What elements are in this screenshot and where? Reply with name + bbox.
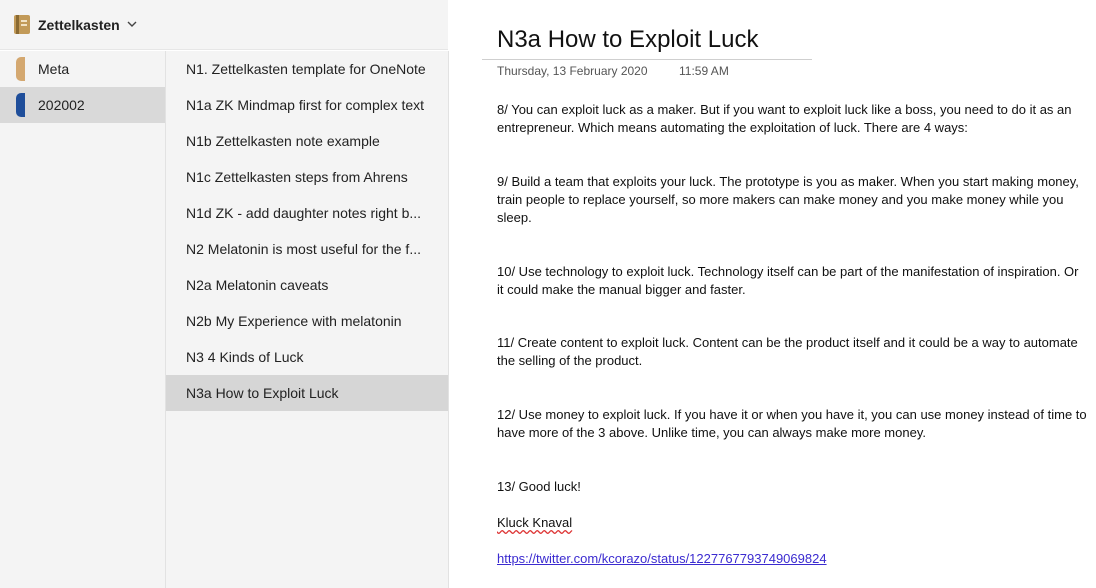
section-list xyxy=(0,51,166,588)
title-divider xyxy=(482,59,812,60)
notebook-icon xyxy=(14,15,30,34)
page-item[interactable] xyxy=(166,339,448,375)
page-item-active[interactable] xyxy=(166,375,448,411)
page-label: N1b Zettelkasten note example xyxy=(186,133,380,149)
tweet-link[interactable]: https://twitter.com/kcorazo/status/1227767793749069824 xyxy=(497,551,827,566)
note-link-line xyxy=(497,550,1087,568)
note-time: 11:59 AM xyxy=(679,64,729,78)
page-label: N1a ZK Mindmap first for complex text xyxy=(186,97,425,113)
note-date: Thursday, 13 February 2020 xyxy=(497,64,648,78)
section-label: 202002 xyxy=(38,97,85,113)
note-paragraph[interactable]: 9/ Build a team that exploits your luck. The prototype is you as maker. When you start making money, train people to replace yourself, so more makers can make money and you make money while you sleep. xyxy=(497,174,1079,225)
section-item-202002[interactable] xyxy=(0,87,165,123)
page-item[interactable] xyxy=(166,195,448,231)
page-label: N2a Melatonin caveats xyxy=(186,277,329,293)
section-label: Meta xyxy=(38,61,70,77)
page-item[interactable] xyxy=(166,267,448,303)
section-item-meta[interactable] xyxy=(0,51,165,87)
note-paragraph[interactable]: 11/ Create content to exploit luck. Content can be the product itself and it could be a way to automate the selling of the product. xyxy=(497,335,1078,368)
page-item[interactable] xyxy=(166,123,448,159)
page-list xyxy=(166,51,449,588)
note-canvas[interactable] xyxy=(449,0,1096,588)
note-title[interactable]: N3a How to Exploit Luck xyxy=(497,26,759,53)
note-signature-line xyxy=(497,514,1087,532)
page-item[interactable] xyxy=(166,87,448,123)
section-color-tab xyxy=(16,57,25,81)
page-label: N2 Melatonin is most useful for the f... xyxy=(186,241,421,257)
page-item[interactable] xyxy=(166,159,448,195)
note-paragraph[interactable]: 10/ Use technology to exploit luck. Technology itself can be part of the manifestation of inspiration. Or it could make the manual bigger and faster. xyxy=(497,264,1079,297)
note-paragraph[interactable]: 8/ You can exploit luck as a maker. But if you want to exploit luck like a boss, you need to do it as an entrepreneur. Which means automating the exploitation of luck. There are 4 ways: xyxy=(497,102,1072,135)
note-signature[interactable]: Kluck Knaval xyxy=(497,515,573,530)
note-paragraph[interactable]: 13/ Good luck! xyxy=(497,479,581,494)
section-color-tab xyxy=(16,93,25,117)
page-label: N3 4 Kinds of Luck xyxy=(186,349,304,365)
note-paragraph[interactable]: 12/ Use money to exploit luck. If you have it or when you have it, you can use money instead of time to have more of the 3 above. Unlike time, you can always make more money. xyxy=(497,407,1087,440)
page-label: N3a How to Exploit Luck xyxy=(186,385,339,401)
page-label: N1d ZK - add daughter notes right b... xyxy=(186,205,422,221)
page-label: N2b My Experience with melatonin xyxy=(186,313,402,329)
notebook-picker[interactable] xyxy=(0,0,448,50)
page-label: N1c Zettelkasten steps from Ahrens xyxy=(186,169,408,185)
chevron-down-icon[interactable] xyxy=(127,20,137,30)
page-item[interactable] xyxy=(166,303,448,339)
page-item[interactable] xyxy=(166,51,448,87)
page-item[interactable] xyxy=(166,231,448,267)
notebook-title: Zettelkasten xyxy=(38,16,120,33)
page-label: N1. Zettelkasten template for OneNote xyxy=(186,61,426,77)
